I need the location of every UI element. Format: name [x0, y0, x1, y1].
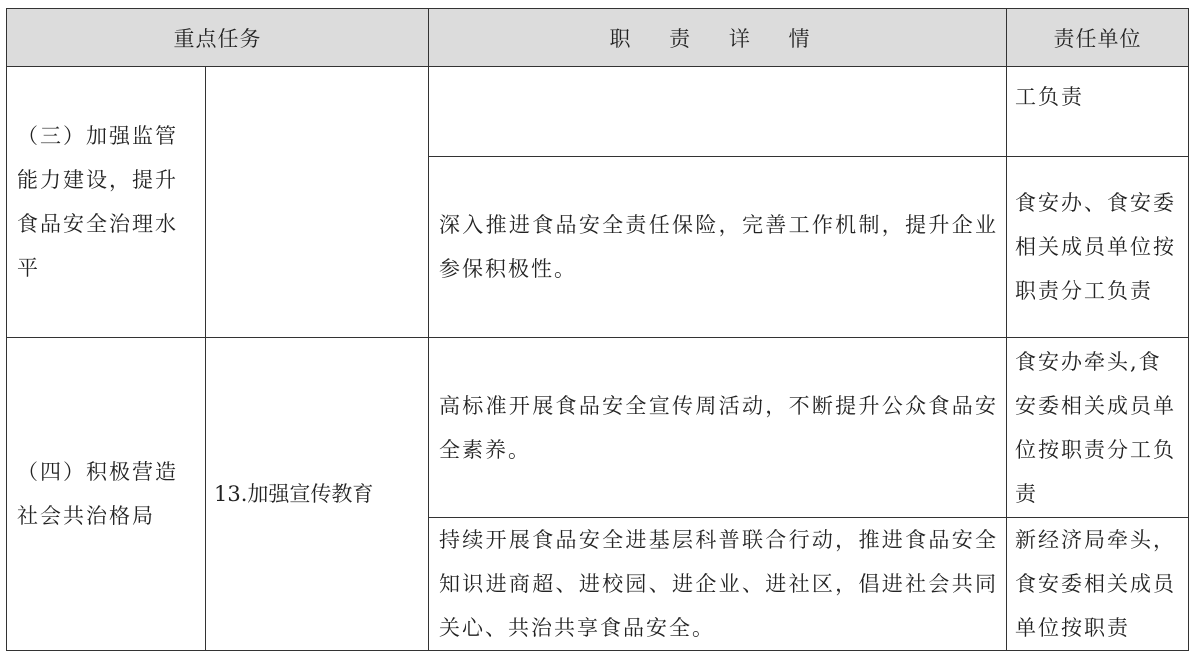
unit-cell: 工负责: [1007, 67, 1189, 157]
task-cell: （四）积极营造社会共治格局: [7, 338, 206, 651]
subtask-cell: [206, 67, 429, 338]
header-unit: 责任单位: [1007, 9, 1189, 67]
unit-cell: 新经济局牵头，食安委相关成员单位按职责: [1007, 518, 1189, 651]
detail-cell: [429, 67, 1007, 157]
table-row: [7, 338, 1189, 518]
unit-cell: 食安办、食安委相关成员单位按职责分工负责: [1007, 157, 1189, 338]
detail-cell: 持续开展食品安全进基层科普联合行动，推进食品安全知识进商超、进校园、进企业、进社区，倡进社会共同关心、共治共享食品安全。: [429, 518, 1007, 651]
header-task: 重点任务: [7, 9, 429, 67]
detail-cell: 高标准开展食品安全宣传周活动，不断提升公众食品安全素养。: [429, 338, 1007, 518]
detail-cell: 深入推进食品安全责任保险，完善工作机制，提升企业参保积极性。: [429, 157, 1007, 338]
header-row: [7, 9, 1189, 67]
unit-cell: 食安办牵头,食安委相关成员单位按职责分工负责: [1007, 338, 1189, 518]
header-detail: 职 责 详 情: [429, 9, 1007, 67]
responsibility-table: [6, 8, 1189, 651]
subtask-cell: 13.加强宣传教育: [206, 338, 429, 651]
table-row: [7, 67, 1189, 157]
task-cell: （三）加强监管能力建设，提升食品安全治理水平: [7, 67, 206, 338]
